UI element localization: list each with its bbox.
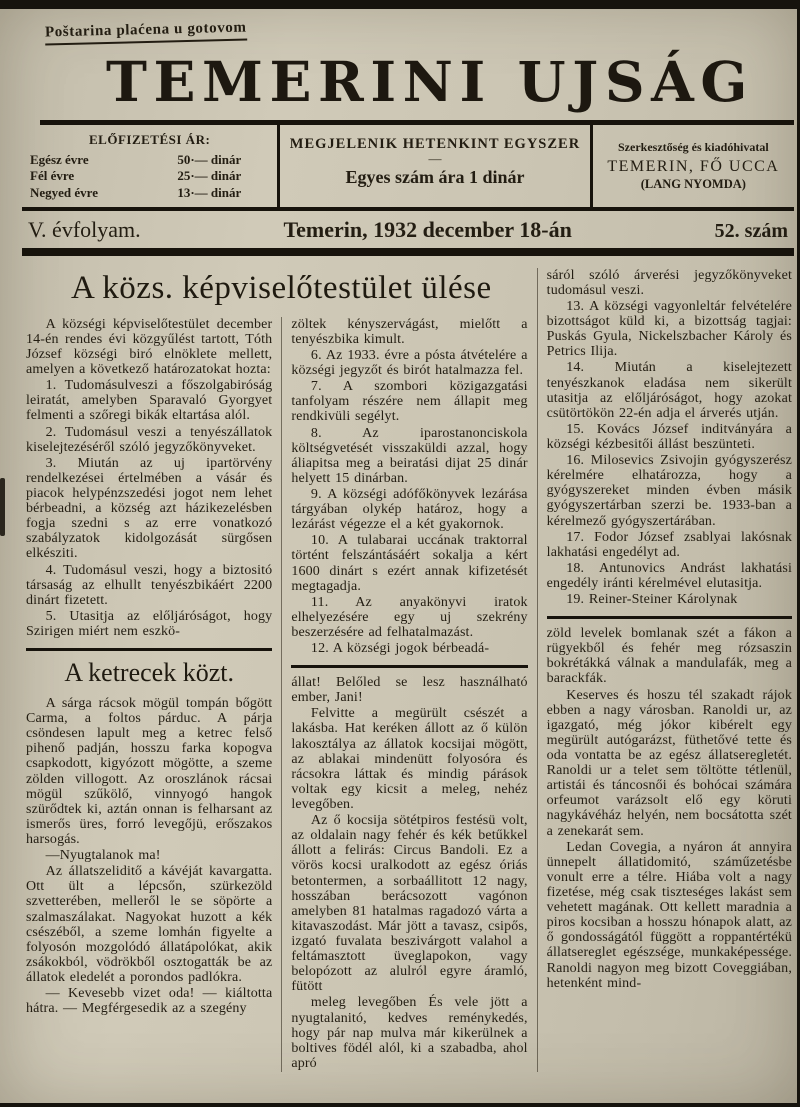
paragraph: 3. Miután az uj ipartörvény rendelkezései értelmében a vásár és piacok helypénzszedési jogot nem lehet bérbeadni, a község azt házikezelésben fogja szedni s az erre vonatkozó szabályzatok kidolgozását sürgősen elkésziti. xyxy=(26,455,273,562)
paragraph: A községi képviselőtestület december 14-én rendes évi közgyűlést tartott, Tóth József községi biró elnöklete mellett, amelyen a következő határozatokat hozta: xyxy=(26,316,273,378)
paragraph: 12. A községi jogok bérbeadá- xyxy=(310,641,490,657)
paragraph: Ledan Covegia, a nyáron át annyira ünnepelt állatidomitó, száműzetésbe vonult erre a télre. Hiába volt a nagy fizetése, még csak tiszteséges lakást sem vehetett magának. Ott kellett maradnia a piros kocsiban a hosszu hónapok alatt, az ő gondosságától függött a roppantértékü állatsereglet egészsége, munkaképessége. Ranoldi nagyon meg bizott Coveggiában, hetenként mind- xyxy=(546,839,792,991)
article1-col2-text xyxy=(291,317,527,656)
paragraph: Felvitte a megürült csészét a lakásba. Hat keréken állott az ő külön lakosztálya az állatok kocsijai mögött, az ablakai mindenütt folyosóra és rácsokra láttak és mindig párások voltak egy kicsit a meleg, nehéz levegőben. xyxy=(291,706,528,813)
photo-edge-left-mark xyxy=(0,478,5,536)
article2-col1-text xyxy=(26,696,272,1016)
single-issue-price: Egyes szám ára 1 dinár xyxy=(345,166,525,187)
article2-col2-text xyxy=(291,675,527,1071)
paragraph: meleg levegőben És vele jött a nyugtalanitó, kedves reménykedés, hogy pár nap mulva már kikerülnek a boltives födél alól, ki a szabadba, ahol apró xyxy=(291,995,528,1071)
issue-number: 52. szám xyxy=(714,219,788,242)
article1-col1-text xyxy=(26,317,272,639)
paragraph: 8. Az iparostanonciskola költségvetését visszaküldi azzal, hogy áliapitsa meg a beiratási dijat 25 dinár helyett 15 dinárban. xyxy=(291,425,528,486)
photo-edge-top xyxy=(0,0,800,9)
paragraph: 14. Miután a kiselejtezett tenyészkanok eladása nem sikerült utasitja az előljáróságot, hogy azokat csütörtökön 22-én adja el árverés utján. xyxy=(546,360,792,421)
paragraph: Az ő kocsija sötétpiros festésü volt, az oldalain nagy fehér és kék betűkkel állott a felirás: Circus Bandoli. Ez a vörös kocsi uralkodott az egész óriás betontermen, a sorbaállitott 12 nagy, hosszában berácsozott vagónon amelyben 81 hatalmas ragadozó várta a kitavaszodást. Már jött a tavasz, csipős, izgató fuvalata beszivárgott valahol a feltámasztott üveglapokon, vagy belopózott az alulról egyre áramló, fütött xyxy=(291,813,528,995)
subscription-title: ELŐFIZETÉSI ÁR: xyxy=(89,132,211,147)
article1-col3-text xyxy=(547,268,792,607)
paragraph: —Nyugtalanok ma! xyxy=(45,848,161,864)
volume-number: V. évfolyam. xyxy=(28,216,141,242)
paragraph: 16. Milosevics Zsivojin gyógyszerész kérelmére elhatározza, hogy a gyógyszereket minden évben másik gyógyszertárban szerzi be. 1933-ban a kérelmező gyógyszertárában. xyxy=(546,453,792,529)
masthead-title: TEMERINI UJSÁG xyxy=(106,49,754,114)
subscription-price-box xyxy=(22,125,277,207)
subscription-label: Fél évre xyxy=(30,168,75,184)
paragraph: 19. Reiner-Steiner Károlynak xyxy=(566,592,738,608)
article2-headline: A ketrecek közt. xyxy=(64,658,234,688)
paragraph: 1. Tudomásulveszi a főszolgabiróság leiratát, amelyben Sparavaló Gyorgyet felmenti a szőregi bikák eltartása alól. xyxy=(26,378,273,424)
paragraph: A sárga rácsok mögül tompán bőgött Carma, a foltos párduc. A párja csöndesen lapult meg a ketrec felső pihenő padján, hosszu farka kopogva csapkodott, kigyózott mögötte, a szeme zölden villogott. Az oroszlánok rácsai mögül szűkölő, vinnyogó hangok szürődtek ki, aztán onnan is felharsant az ismerős üres, forró levegőjü, erőszakos harsogás. xyxy=(26,696,273,848)
subscription-row xyxy=(30,168,269,184)
column-3 xyxy=(537,268,792,1072)
editorial-office-label: Szerkesztőség és kiadóhivatal xyxy=(618,140,769,154)
subscription-value: 25·— dinár xyxy=(177,168,242,184)
article-divider-rule xyxy=(547,616,792,619)
articles-grid xyxy=(26,268,792,1072)
dateline xyxy=(22,211,794,256)
divider-dash: — xyxy=(428,151,442,166)
column-1 xyxy=(26,317,281,1072)
publication-frequency: MEGJELENIK HETENKINT EGYSZER xyxy=(289,136,581,152)
publication-info-box xyxy=(277,125,592,207)
subscription-row xyxy=(30,152,269,168)
subscription-row xyxy=(30,185,269,201)
paragraph: — Kevesebb vizet oda! — kiáltotta hátra. — Megférgesedik az a szegény xyxy=(26,986,273,1017)
editorial-office-address: TEMERIN, FŐ UCCA xyxy=(607,158,780,175)
paragraph: zöld levelek bomlanak szét a fákon a rügyekből és fehér meg rózsaszin bokrétákká válnak a mandulafák, meg a barackfák. xyxy=(546,626,792,687)
paragraph: 13. A községi vagyonleltár felvételére bizottságot küld ki, a bizottság tagjai: Puskás Gyula, Nickelszbacher Károly és Petrics Ilija. xyxy=(546,298,792,360)
paragraph: Az állatszeliditő a kávéját kavargatta. Ott ült a lépcsőn, szürkezöld szvetterében, melleről le se söpörte a szalmaszálakat. Nagyokat huzott a kék csészéből, a szeme lomhán figyelte a folyosón mozgolódó állatápolókat, akik zsákokból, vödrökből osztogatták be az állatok eledelét a porondos padlókra. xyxy=(26,864,273,986)
paragraph: sáról szóló árverési jegyzőkönyveket tudomásul veszi. xyxy=(546,267,792,298)
printing-house: (LANG NYOMDA) xyxy=(640,177,746,191)
paragraph: 4. Tudomásul veszi, hogy a biztositó társaság az elhullt tenyészbikáért 2200 dinárt fizetett. xyxy=(26,562,273,608)
paragraph: 6. Az 1933. évre a pósta átvételére a községi jegyzőt és birót hatalmazza fel. xyxy=(291,347,528,379)
subscription-label: Negyed évre xyxy=(30,184,98,200)
paragraph: Keserves és hoszu tél szakadt rájok ebben a nagy városban. Ranoldi ur, az igazgató, még jókor kibérelt egy megürült autógarázst, füthetővé tette és oda vontatta be az egész állatseregletét. Ranoldi ur a telet sem töltötte tétlenül, artistái és táncosnői és bohócai számára orfeumot varázsolt elő egy köruti nagykávéház helyén, nem bocsátotta szét a zenekarát sem. xyxy=(546,687,792,839)
column-2 xyxy=(281,317,536,1072)
paragraph: 2. Tudomásul veszi a tenyészállatok kiselejtezéséről szóló jegyzőkönyveket. xyxy=(26,424,273,455)
paragraph: állat! Belőled se lesz használható ember, Jani! xyxy=(291,675,528,706)
subscription-value: 13·— dinár xyxy=(177,184,242,200)
issue-date: Temerin, 1932 december 18-án xyxy=(283,216,572,242)
editorial-office-box xyxy=(593,125,794,207)
subscription-value: 50·— dinár xyxy=(177,152,242,167)
article2-col3-text xyxy=(547,626,792,991)
article1-headline: A közs. képviselőtestület ülése xyxy=(71,269,492,306)
paragraph: 10. A tulabarai uccának traktorral történt felszántásáért sokalja a kért 1600 dinárt s ezért annak kifizetését megtagadja. xyxy=(291,533,528,594)
postage-paid-stamp: Poštarina plaćena u gotovom xyxy=(45,20,247,46)
photo-edge-bottom xyxy=(0,1103,800,1107)
paragraph: 11. Az anyakönyvi iratok elhelyezésére egy uj szekrény beszerzésére ad felhatalmazást. xyxy=(291,594,528,640)
article-divider-rule xyxy=(26,648,272,651)
paragraph: 18. Antunovics Andrást lakhatási engedély iránti kérelmével elutasitja. xyxy=(546,560,792,591)
paragraph: 15. Kovács József inditványára a községi kézbesitői állást beszünteti. xyxy=(546,421,792,452)
article-divider-rule xyxy=(291,665,527,668)
paragraph: 5. Utasitja az előljáróságot, hogy Szirigen miért nem eszkö- xyxy=(26,608,273,639)
paragraph: 7. A szombori közigazgatási tanfolyam részére nem állapit meg rendkivüli segélyt. xyxy=(291,379,528,425)
paragraph: zöltek kényszervágást, mielőtt a tenyészbika kimult. xyxy=(291,316,528,347)
header-info-box xyxy=(22,125,794,211)
subscription-label: Egész évre xyxy=(30,152,89,167)
paragraph: 9. A községi adófőkönyvek lezárása tárgyában olykép határoz, hogy a lezárást végezze el a két gyakornok. xyxy=(291,486,528,533)
paragraph: 17. Fodor József zsablyai lakósnak lakhatási engedélyt ad. xyxy=(546,529,792,560)
